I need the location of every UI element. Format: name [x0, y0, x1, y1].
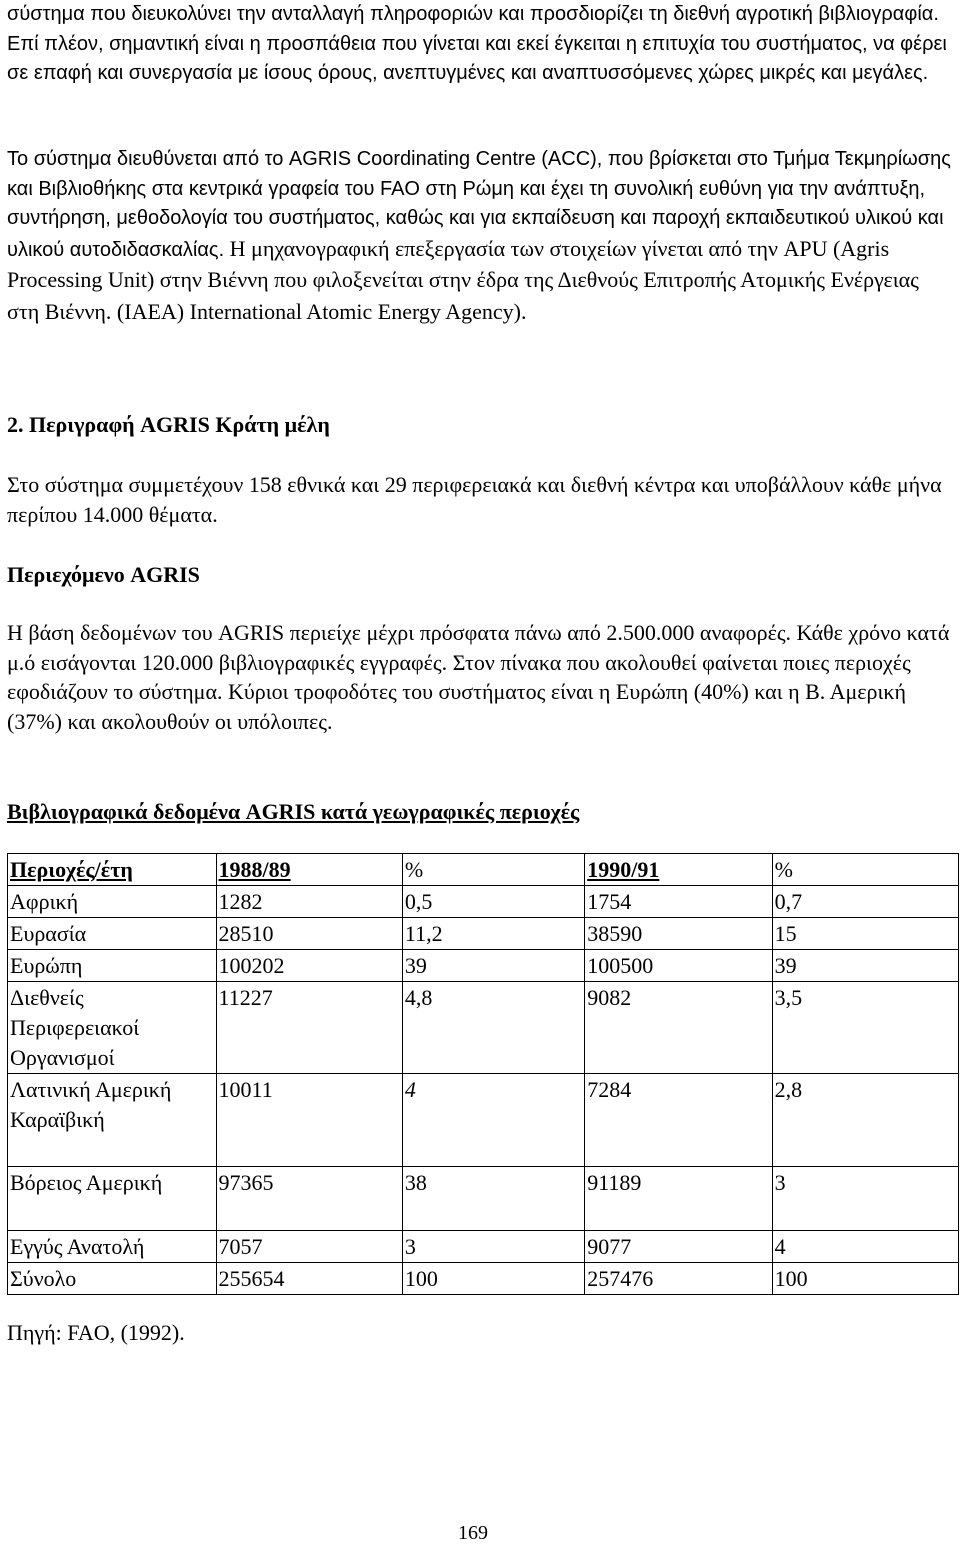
table-row — [8, 1074, 959, 1167]
content-text: Η βάση δεδομένων του AGRIS περιείχε μέχρι πρόσφατα πάνω από 2.500.000 αναφορές. Κάθε χρόνο κατά μ.ό εισάγονται 120.000 βιβλιογραφικές εγγραφές. Στον πίνακα που ακολουθεί φαίνεται ποιες περιοχές εφοδιάζουν το σύστημα. Κύριοι τροφοδότες του συστήματος είναι η Ευρώπη (40%) και η Β. Αμερική (37%) και ακολουθούν οι υπόλοιπες. — [7, 620, 950, 734]
acc-paragraph-part1: Το σύστημα διευθύνεται από το AGRIS Coordinating Centre (ACC), που βρίσκεται στο Τμήμα Τεκμηρίωσης και Βιβλιοθήκης στα κεντρικά γραφεία του FAO στη Ρώμη και έχει τη συνολική ευθύνη για την ανάπτυξη, συντήρηση, μεθοδολογία του συστήματος, καθώς και για εκπαίδευση και παροχή εκπαιδευτικού υλικού και υλικού αυτοδιδασκαλίας. — [7, 148, 951, 261]
acc-paragraph-part2: Η μηχανογραφική επεξεργασία των στοιχείων γίνεται από την APU (Agris Processing Unit) στην Βιέννη που φιλοξενείται στην έδρα της Διεθνούς Επιτροπής Ατομικής Ενέργειας στη Βιέννη. (IAEA) International Atomic Energy Agency). — [7, 235, 919, 324]
cell-value: 28510 — [216, 918, 402, 950]
cell-percent: 0,5 — [402, 886, 584, 918]
cell-value: 100500 — [585, 950, 772, 982]
page-number: 169 — [458, 1522, 488, 1544]
table-row — [8, 918, 959, 950]
cell-region: Ευρώπη — [8, 950, 217, 982]
table-row — [8, 982, 959, 1074]
cell-value: 257476 — [585, 1263, 772, 1295]
section2-heading: 2. Περιγραφή AGRIS Κράτη μέλη — [7, 412, 330, 437]
cell-value: 255654 — [216, 1263, 402, 1295]
cell-percent: 0,7 — [772, 886, 958, 918]
header-regions: Περιοχές/έτη — [8, 854, 217, 886]
header-percent-1: % — [402, 854, 584, 886]
cell-percent: 100 — [402, 1263, 584, 1295]
header-1990-91: 1990/91 — [585, 854, 772, 886]
table-title: Βιβλιογραφικά δεδομένα AGRIS κατά γεωγραφικές περιοχές — [7, 799, 580, 824]
cell-percent: 15 — [772, 918, 958, 950]
cell-percent: 3,5 — [772, 982, 958, 1074]
cell-percent: 3 — [772, 1167, 958, 1231]
intro-paragraph: σύστημα που διευκολύνει την ανταλλαγή πληροφοριών και προσδιορίζει τη διεθνή αγροτική βιβλιογραφία. Επί πλέον, σημαντική είναι η προσπάθεια που γίνεται και εκεί έγκειται η επιτυχία του συστήματος, να φέρει σε επαφή και συνεργασία με ίσους όρους, ανεπτυγμένες και αναπτυσσόμενες χώρες μικρές και μεγάλες. — [7, 3, 947, 84]
cell-value: 1754 — [585, 886, 772, 918]
table-header-row — [8, 854, 959, 886]
cell-value: 7057 — [216, 1231, 402, 1263]
table-source: Πηγή: FAO, (1992). — [7, 1320, 185, 1345]
cell-value: 7284 — [585, 1074, 772, 1167]
cell-percent: 39 — [402, 950, 584, 982]
header-1988-89: 1988/89 — [216, 854, 402, 886]
cell-value: 97365 — [216, 1167, 402, 1231]
cell-region: Βόρειος Αμερική — [8, 1167, 217, 1231]
cell-region: Λατινική Αμερική Καραϊβική — [8, 1074, 217, 1167]
cell-percent: 100 — [772, 1263, 958, 1295]
cell-value: 1282 — [216, 886, 402, 918]
cell-value: 9082 — [585, 982, 772, 1074]
cell-percent: 39 — [772, 950, 958, 982]
cell-value: 38590 — [585, 918, 772, 950]
agris-regions-table — [7, 853, 959, 1295]
cell-value: 11227 — [216, 982, 402, 1074]
cell-value: 100202 — [216, 950, 402, 982]
table-row — [8, 1263, 959, 1295]
cell-region: Εγγύς Ανατολή — [8, 1231, 217, 1263]
section2-text: Στο σύστημα συμμετέχουν 158 εθνικά και 29 περιφερειακά και διεθνή κέντρα και υποβάλλουν κάθε μήνα περίπου 14.000 θέματα. — [7, 472, 942, 527]
cell-percent: 3 — [402, 1231, 584, 1263]
cell-percent: 2,8 — [772, 1074, 958, 1167]
cell-value: 10011 — [216, 1074, 402, 1167]
cell-percent: 4 — [772, 1231, 958, 1263]
cell-region: Αφρική — [8, 886, 217, 918]
table-row — [8, 1231, 959, 1263]
cell-percent: 38 — [402, 1167, 584, 1231]
acc-paragraph — [7, 145, 953, 328]
cell-percent: 4 — [402, 1074, 584, 1167]
cell-region: Ευρασία — [8, 918, 217, 950]
cell-region: Σύνολο — [8, 1263, 217, 1295]
table-row — [8, 950, 959, 982]
cell-percent: 11,2 — [402, 918, 584, 950]
header-percent-2: % — [772, 854, 958, 886]
cell-value: 9077 — [585, 1231, 772, 1263]
content-heading: Περιεχόμενο AGRIS — [7, 562, 200, 587]
table-row — [8, 1167, 959, 1231]
cell-region: Διεθνείς Περιφερειακοί Οργανισμοί — [8, 982, 217, 1074]
table-row — [8, 886, 959, 918]
cell-percent: 4,8 — [402, 982, 584, 1074]
cell-value: 91189 — [585, 1167, 772, 1231]
